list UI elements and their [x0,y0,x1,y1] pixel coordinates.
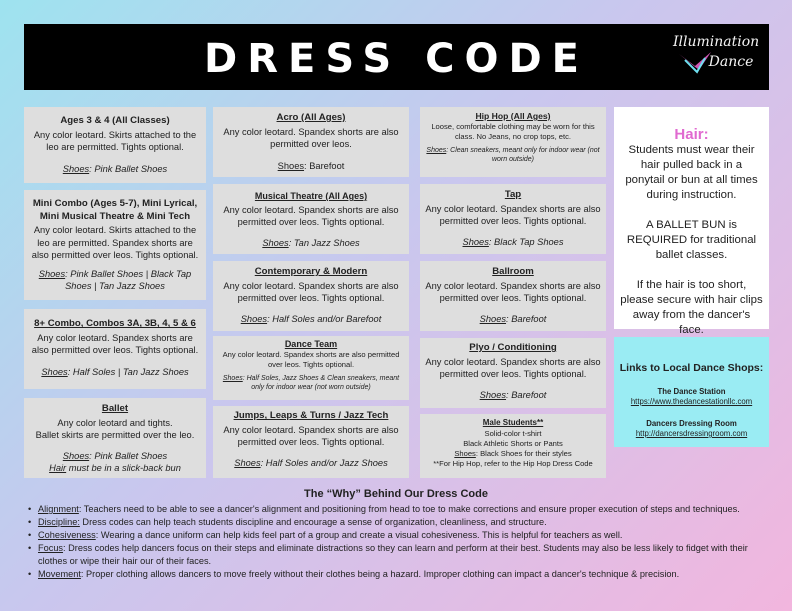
box-contemporary [213,261,409,331]
hair-panel [614,107,769,336]
box-body: Any color leotard. Spandex shorts are also permitted over leos. Tights optional. [223,280,399,303]
box-shoes: Shoes: Half Soles | Tan Jazz Shoes [41,366,189,377]
header-banner [24,24,769,90]
box-musical-theatre [213,184,409,254]
box-body: Any color leotard. Spandex shorts are also permitted over leos. Tights optional. [425,203,601,226]
box-shoes: Shoes: Black Shoes for their styles [454,449,572,458]
box-body: Loose, comfortable clothing may be worn for this class. No Jeans, no crop tops, etc. [431,122,595,141]
box-title: Musical Theatre (All Ages) [254,191,368,201]
box-shoes: Shoes: Half Soles and/or Barefoot [240,313,382,324]
box-hip-hop [420,107,606,177]
box-title: Plyo / Conditioning [469,342,557,353]
box-male-students [420,414,606,478]
box-dance-team [213,336,409,400]
box-ages-3-4 [24,107,206,183]
box-title: Hip Hop (All Ages) [475,111,551,121]
box-shoes: Shoes: Tan Jazz Shoes [262,237,360,248]
box-title: Ages 3 & 4 (All Classes) [60,115,170,126]
box-shoes: Shoes: Barefoot [479,389,547,400]
why-item: • Cohesiveness: Wearing a dance uniform can help kids feel part of a group and create a visual cohesiveness. This is helpful for teachers as well. [38,529,778,542]
box-body: Any color leotard. Spandex shorts are also permitted over leos. Tights optional. [425,280,601,303]
shop-link[interactable]: http://dancersdressingroom.com [635,429,748,438]
box-combo-8plus [24,309,206,389]
shop-link[interactable]: https://www.thedancestationllc.com [630,397,753,406]
why-item: • Focus: Dress codes help dancers focus on their steps and eliminate distractions so they can learn and perform at their best. Students may also be less likely to fidget with their clothes or wipe their hair our of their faces. [38,542,778,568]
box-body: Any color leotard. Spandex shorts are also permitted over leos. Tights optional. [223,204,399,227]
box-body-line1: Any color leotard and tights. [57,417,173,428]
box-line2: Black Athletic Shorts or Pants [463,439,563,448]
box-body: Any color leotard. Skirts attached to the leo are permitted. Tights optional. [33,129,197,152]
box-plyo [420,338,606,408]
logo [673,30,759,86]
box-shoes: Shoes: Barefoot [277,160,345,171]
box-title: Dance Team [284,339,338,349]
dance-shop-links-panel [614,337,769,447]
shop-name: Dancers Dressing Room [646,419,737,428]
box-body-line2: Ballet skirts are permitted over the leo. [35,430,195,440]
box-tap [420,184,606,254]
box-jumps-leaps [213,406,409,478]
box-line1: Solid-color t-shirt [484,429,542,438]
box-shoes: Shoes: Barefoot [479,313,547,324]
box-body: Any color leotard. Spandex shorts are also permitted over leos. Tights optional. [223,424,399,447]
box-ballroom [420,261,606,331]
why-title: The “Why” Behind Our Dress Code [304,488,488,500]
logo-text-line1: Illumination [673,34,760,50]
box-shoes: Shoes: Pink Ballet Shoes [62,163,168,174]
box-acro [213,107,409,177]
box-title: Tap [504,189,522,200]
hair-title: Hair: [674,126,709,143]
box-title: Contemporary & Modern [254,266,368,277]
box-body: Any color leotard. Spandex shorts are also permitted over leos. Tights optional. [31,332,199,355]
box-title: Jumps, Leaps & Turns / Jazz Tech [233,410,389,421]
box-title: 8+ Combo, Combos 3A, 3B, 4, 5 & 6 [34,318,196,329]
box-title: Acro (All Ages) [276,112,346,123]
hair-text-1: Students must wear their hair pulled back in a ponytail or bun at all times during instruction. [625,144,758,201]
page-title: DRESS CODE [204,36,589,82]
box-shoes: Shoes: Half Soles and/or Jazz Shoes [234,457,388,468]
box-body: Any color leotard. Spandex shorts are also permitted over leos. Tights optional. [425,356,601,379]
why-list [38,503,778,581]
box-title: Ballet [101,403,129,414]
links-title: Links to Local Dance Shops: [619,362,764,374]
box-note: **For Hip Hop, refer to the Hip Hop Dress Code [433,459,593,468]
box-mini-combo [24,190,206,300]
why-item: • Alignment: Teachers need to be able to see a dancer's alignment and positioning from head to toe to make corrections and ensure proper execution of steps and techniques. [38,503,778,516]
logo-text-line2: Dance [708,54,754,70]
box-body: Any color leotard. Spandex shorts are also permitted over leos. Tights optional. [222,350,400,369]
box-shoes: Shoes: Half Soles, Jazz Shoes & Clean sneakers, meant only for indoor wear (not worn outside) [222,375,400,391]
box-hair: Hair must be in a slick-back bun [49,463,181,473]
box-title: Ballroom [492,266,534,277]
box-shoes: Shoes: Pink Ballet Shoes | Black Tap Shoes | Tan Jazz Shoes [38,268,192,291]
why-item: • Movement: Proper clothing allows dancers to move freely without their clothes being a hazard. Improper clothing can impact a dancer's technique & precision. [38,568,778,581]
box-body: Any color leotard. Spandex shorts are also permitted over leos. [223,126,399,149]
box-shoes: Shoes: Black Tap Shoes [462,236,564,247]
why-item: • Discipline: Dress codes can help teach students discipline and encourage a sense of organization, cleanliness, and structure. [38,516,778,529]
box-shoes: Shoes: Clean sneakers, meant only for indoor wear (not worn outside) [426,147,600,163]
box-body: Any color leotard. Skirts attached to the leo are permitted. Spandex shorts are also permitted over leos. Tights optional. [31,225,199,260]
box-title: Male Students** [482,418,544,427]
box-title: Mini Combo (Ages 5-7), Mini Lyrical, Mini Musical Theatre & Mini Tech [32,198,198,222]
box-ballet [24,398,206,478]
hair-text-2: A BALLET BUN is REQUIRED for traditional ballet classes. [626,219,757,261]
hair-text-3: If the hair is too short, please secure with hair clips away from the dancer's face. [620,279,763,336]
box-shoes: Shoes: Pink Ballet Shoes [62,450,168,461]
shop-name: The Dance Station [657,387,726,396]
